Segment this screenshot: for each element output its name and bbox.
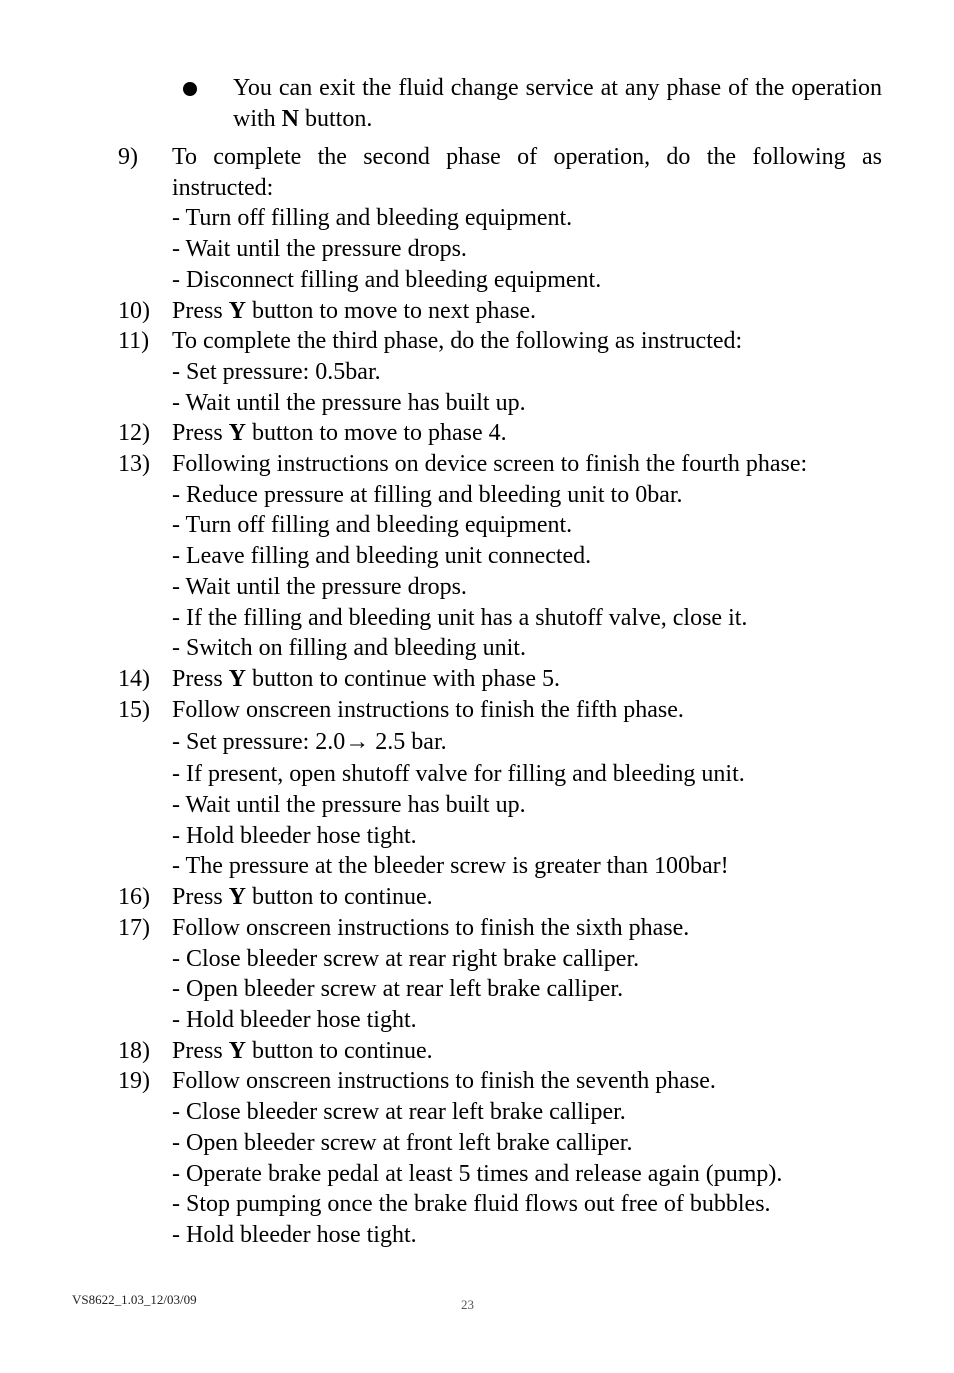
step-body bbox=[172, 326, 882, 418]
note-text bbox=[233, 73, 882, 135]
sub-instruction: - Operate brake pedal at least 5 times and release again (pump). bbox=[172, 1160, 783, 1187]
step-text-pre: Press bbox=[172, 665, 229, 692]
sub-instruction: - Open bleeder screw at rear left brake calliper. bbox=[172, 976, 624, 1003]
step-body bbox=[172, 882, 882, 913]
step-text-pre: Press bbox=[172, 1037, 229, 1064]
sub-instruction: - Open bleeder screw at front left brake calliper. bbox=[172, 1129, 633, 1156]
key-label: Y bbox=[228, 1037, 247, 1064]
step-text bbox=[172, 296, 882, 327]
step-number: 19) bbox=[118, 1068, 150, 1095]
list-item bbox=[118, 695, 882, 883]
sub-instruction: - Wait until the pressure has built up. bbox=[172, 792, 526, 819]
step-text bbox=[172, 1036, 882, 1067]
list-item bbox=[118, 1066, 882, 1250]
step-text: To complete the second phase of operation, do the following as instructed: bbox=[172, 144, 882, 201]
sub-instruction: - Turn off filling and bleeding equipment. bbox=[172, 512, 573, 539]
step-text: Following instructions on device screen to finish the fourth phase: bbox=[172, 451, 808, 478]
sub-instruction: - Set pressure: 0.5bar. bbox=[172, 358, 381, 385]
step-body bbox=[172, 695, 882, 883]
step-text bbox=[172, 664, 882, 695]
key-label: Y bbox=[228, 665, 247, 692]
key-label: Y bbox=[228, 420, 247, 447]
key-label: Y bbox=[228, 297, 247, 324]
sub-instruction: - Switch on filling and bleeding unit. bbox=[172, 635, 526, 662]
list-item bbox=[118, 882, 882, 913]
step-body bbox=[172, 1066, 882, 1250]
step-text-post: button to move to phase 4. bbox=[246, 420, 507, 447]
step-list bbox=[118, 142, 882, 1251]
step-number: 9) bbox=[118, 144, 138, 170]
list-item bbox=[118, 664, 882, 695]
document-id: VS8622_1.03_12/03/09 bbox=[72, 1292, 197, 1307]
list-item bbox=[118, 142, 882, 296]
page-number: 23 bbox=[461, 1297, 474, 1312]
step-text-pre: Press bbox=[172, 884, 229, 911]
sub-instruction: - Wait until the pressure drops. bbox=[172, 573, 467, 600]
step-text-post: button to continue. bbox=[246, 1037, 433, 1064]
step-number: 15) bbox=[118, 696, 150, 723]
step-body bbox=[172, 296, 882, 327]
step-number: 10) bbox=[118, 297, 150, 324]
step-text-post: button to move to next phase. bbox=[246, 297, 536, 324]
step-number: 18) bbox=[118, 1037, 150, 1064]
step-text-post: button to continue with phase 5. bbox=[246, 665, 560, 692]
step-text bbox=[172, 882, 882, 913]
note-text-post: button. bbox=[299, 106, 373, 132]
sub-instruction: - Reduce pressure at filling and bleeding unit to 0bar. bbox=[172, 481, 683, 508]
step-body bbox=[172, 142, 882, 296]
list-item bbox=[118, 418, 882, 449]
sub-instruction: - Leave filling and bleeding unit connected. bbox=[172, 543, 592, 570]
sub-instruction: - Disconnect filling and bleeding equipment. bbox=[172, 266, 602, 293]
sub-instruction: - Wait until the pressure drops. bbox=[172, 236, 467, 263]
step-body bbox=[172, 418, 882, 449]
step-number: 11) bbox=[118, 328, 150, 355]
step-text-post: button to continue. bbox=[246, 884, 433, 911]
step-body bbox=[172, 664, 882, 695]
sub-instruction: - Hold bleeder hose tight. bbox=[172, 1006, 417, 1033]
list-item bbox=[118, 1036, 882, 1067]
step-body bbox=[172, 913, 882, 1036]
note-key-n: N bbox=[281, 106, 300, 132]
step-text: To complete the third phase, do the following as instructed: bbox=[172, 328, 743, 355]
sub-instruction: - Hold bleeder hose tight. bbox=[172, 822, 417, 849]
sub-instruction: - If the filling and bleeding unit has a shutoff valve, close it. bbox=[172, 604, 748, 631]
list-item bbox=[118, 296, 882, 327]
sub-instruction: - Close bleeder screw at rear right brake calliper. bbox=[172, 945, 640, 972]
bullet-dot-icon bbox=[183, 82, 197, 96]
list-item bbox=[118, 913, 882, 1036]
sub-instruction: - The pressure at the bleeder screw is greater than 100bar! bbox=[172, 853, 729, 880]
step-number: 16) bbox=[118, 884, 150, 911]
sub-instruction: - Set pressure: 2.0→ 2.5 bar. bbox=[172, 729, 447, 756]
sub-instruction: - Hold bleeder hose tight. bbox=[172, 1221, 417, 1248]
step-body bbox=[172, 1036, 882, 1067]
sub-instruction: - Stop pumping once the brake fluid flows out free of bubbles. bbox=[172, 1191, 771, 1218]
note-text-pre: You can exit the fluid change service at any phase of the operation with bbox=[233, 75, 882, 132]
sub-instruction: - If present, open shutoff valve for filling and bleeding unit. bbox=[172, 761, 745, 788]
step-text: Follow onscreen instructions to finish the sixth phase. bbox=[172, 914, 690, 941]
sub-instruction: - Close bleeder screw at rear left brake calliper. bbox=[172, 1099, 626, 1126]
step-number: 17) bbox=[118, 914, 150, 941]
step-number: 14) bbox=[118, 665, 150, 692]
list-item bbox=[118, 326, 882, 418]
step-body bbox=[172, 449, 882, 664]
list-item bbox=[118, 449, 882, 664]
step-text: Follow onscreen instructions to finish the fifth phase. bbox=[172, 696, 684, 723]
step-number: 12) bbox=[118, 420, 150, 447]
step-text-pre: Press bbox=[172, 420, 229, 447]
key-label: Y bbox=[228, 884, 247, 911]
sub-instruction: - Wait until the pressure has built up. bbox=[172, 389, 526, 416]
step-text bbox=[172, 418, 882, 449]
sub-instruction: - Turn off filling and bleeding equipment. bbox=[172, 205, 573, 232]
step-number: 13) bbox=[118, 451, 150, 478]
step-text: Follow onscreen instructions to finish the seventh phase. bbox=[172, 1068, 716, 1095]
step-text-pre: Press bbox=[172, 297, 229, 324]
